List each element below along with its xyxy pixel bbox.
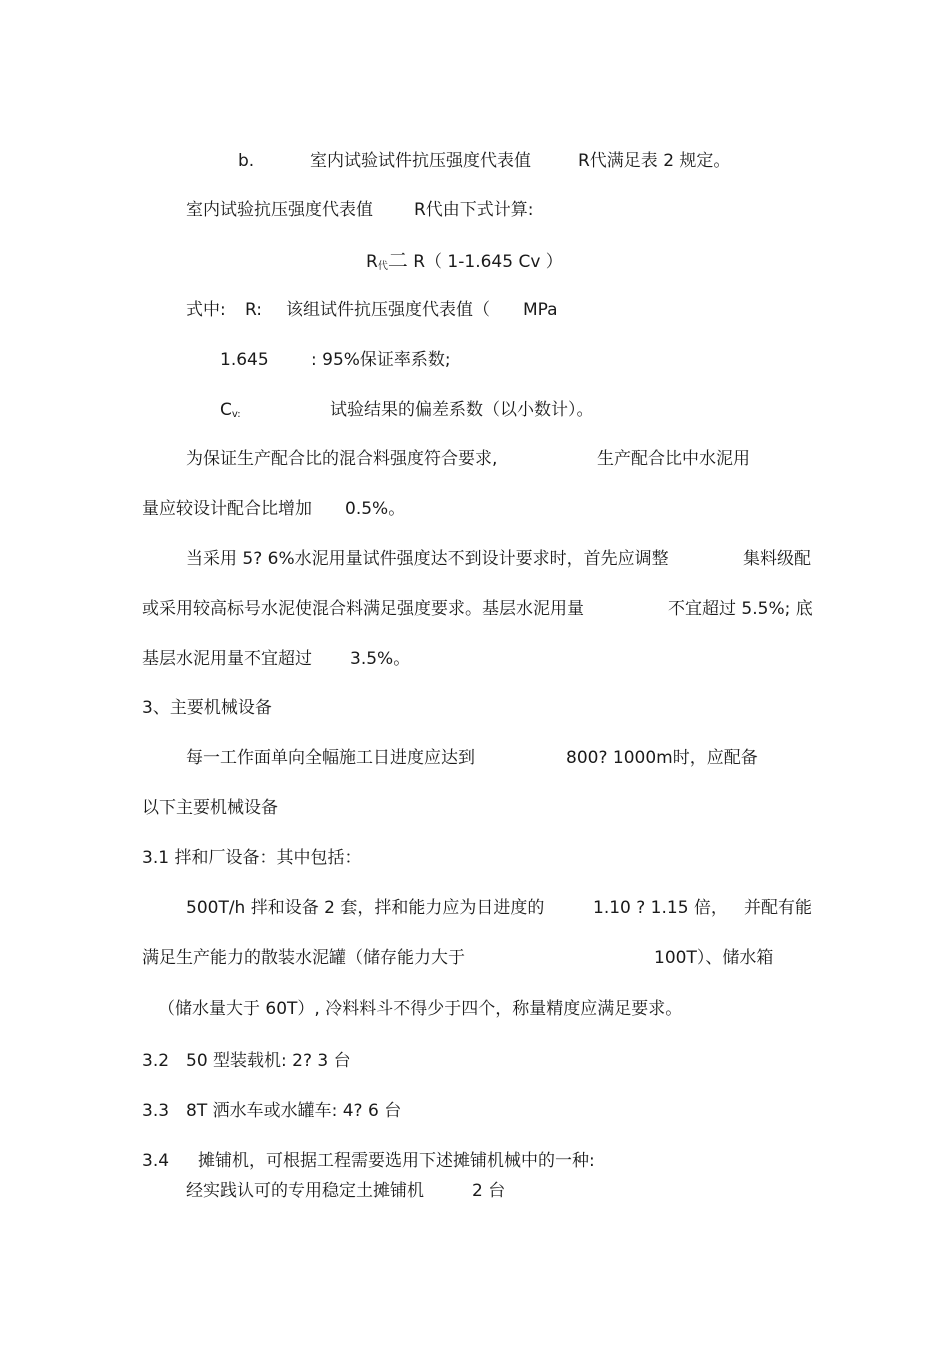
text-line: 为保证生产配合比的混合料强度符合要求, (186, 449, 498, 469)
text-line (220, 399, 241, 424)
text-line: 500T/h 拌和设备 2 套，拌和能力应为日进度的 (186, 898, 545, 918)
text-line: 室内试验抗压强度代表值 (186, 200, 373, 220)
section-heading: 3、主要机械设备 (142, 698, 272, 718)
text-line: 3.5%。 (350, 649, 411, 669)
formula-symbol: R (366, 252, 378, 272)
text-line: 并配有能 (744, 898, 812, 918)
symbol-subscript: v: (231, 409, 241, 420)
text-line: 800? 1000m时，应配备 (566, 748, 758, 768)
symbol-c: C (220, 400, 232, 420)
text-line: 或采用较高标号水泥使混合料满足强度要求。基层水泥用量 (142, 599, 584, 619)
subsection-heading: 3.1 拌和厂设备：其中包括： (142, 848, 362, 868)
formula-expression: R（ 1-1.645 Cv ） (413, 252, 563, 272)
formula-equals: 二 (387, 248, 408, 272)
text-line: 2 台 (472, 1181, 506, 1201)
text-line: （储水量大于 60T）, 冷料料斗不得少于四个，称量精度应满足要求。 (158, 999, 683, 1019)
text-line: 摊铺机，可根据工程需要选用下述摊铺机械中的一种: (198, 1151, 595, 1171)
list-number: 3.2 (142, 1051, 170, 1071)
formula-subscript: 代 (377, 261, 388, 272)
text-line: 试验结果的偏差系数（以小数计）。 (330, 400, 594, 420)
text-line: R代由下式计算: (414, 200, 534, 220)
text-line: 以下主要机械设备 (142, 798, 278, 818)
text-line: 基层水泥用量不宜超过 (142, 649, 312, 669)
text-line: 集料级配 (743, 549, 811, 569)
text-line: 8T 洒水车或水罐车: 4? 6 台 (186, 1101, 402, 1121)
text-line: 式中: (186, 300, 226, 320)
text-line: : 95%保证率系数; (311, 350, 451, 370)
text-line: 室内试验试件抗压强度代表值 (310, 151, 531, 171)
text-line: 当采用 5? 6%水泥用量试件强度达不到设计要求时，首先应调整 (186, 549, 669, 569)
text-line: 1.645 (220, 350, 269, 370)
text-line: 0.5%。 (345, 499, 406, 519)
list-number: 3.4 (142, 1151, 170, 1171)
text-line: 1.10 ? 1.15 倍， (593, 898, 728, 918)
text-line: R: (245, 300, 263, 320)
formula (366, 249, 563, 276)
item-label-b: b. (238, 151, 255, 171)
text-line: MPa (523, 300, 558, 320)
text-line: 生产配合比中水泥用 (597, 449, 750, 469)
text-line: 100T）、储水箱 (654, 948, 774, 968)
text-line: 满足生产能力的散装水泥罐（储存能力大于 (142, 948, 465, 968)
text-line: 经实践认可的专用稳定土摊铺机 (186, 1181, 424, 1201)
text-line: R代满足表 2 规定。 (578, 151, 731, 171)
text-line: 量应较设计配合比增加 (142, 499, 312, 519)
text-line: 不宜超过 5.5%; 底 (668, 599, 813, 619)
text-line: 每一工作面单向全幅施工日进度应达到 (186, 748, 475, 768)
text-line: 该组试件抗压强度代表值（ (286, 300, 490, 320)
text-line: 50 型装载机: 2? 3 台 (186, 1051, 351, 1071)
list-number: 3.3 (142, 1101, 170, 1121)
